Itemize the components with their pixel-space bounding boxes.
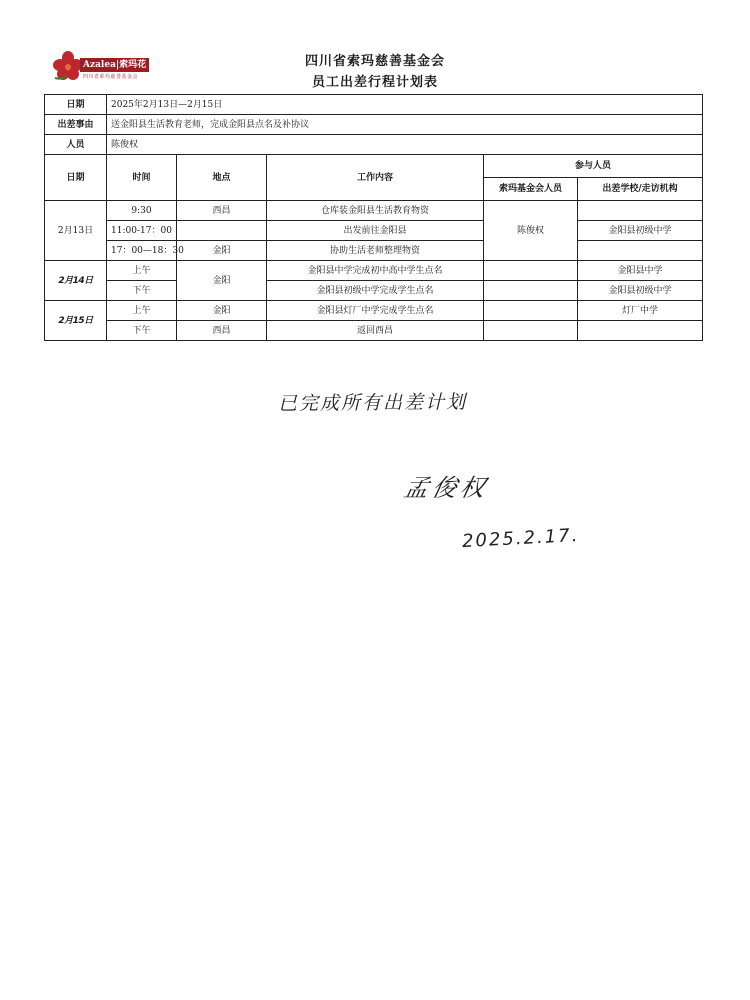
date-label: 日期 bbox=[45, 95, 107, 115]
staff-cell: 陈俊权 bbox=[484, 201, 578, 261]
staff-label: 人员 bbox=[45, 135, 107, 155]
school-cell bbox=[578, 241, 703, 261]
place-cell: 金阳 bbox=[177, 261, 267, 301]
time-cell: 上午 bbox=[107, 301, 177, 321]
place-cell: 金阳 bbox=[177, 301, 267, 321]
header-school: 出差学校/走访机构 bbox=[578, 178, 703, 201]
content-cell: 协助生活老师整理物资 bbox=[267, 241, 484, 261]
day2-date: 2月14日 bbox=[45, 261, 107, 301]
staff-cell bbox=[484, 261, 578, 281]
table-row bbox=[45, 221, 703, 241]
handwritten-note: 已完成所有出差计划 bbox=[277, 391, 468, 415]
day3-date: 2月15日 bbox=[45, 301, 107, 341]
table-row bbox=[45, 321, 703, 341]
reason-label: 出差事由 bbox=[45, 115, 107, 135]
handwritten-date: 2025.2.17. bbox=[461, 524, 580, 553]
content-cell: 返回西昌 bbox=[267, 321, 484, 341]
table-row bbox=[45, 281, 703, 301]
staff-cell bbox=[484, 281, 578, 301]
staff-cell bbox=[484, 321, 578, 341]
school-cell bbox=[578, 321, 703, 341]
place-cell: 金阳 bbox=[177, 241, 267, 261]
content-cell: 仓库装金阳县生活教育物资 bbox=[267, 201, 484, 221]
content-cell: 金阳县灯厂中学完成学生点名 bbox=[267, 301, 484, 321]
content-cell: 金阳县中学完成初中高中学生点名 bbox=[267, 261, 484, 281]
travel-plan-table bbox=[44, 94, 703, 341]
table-row bbox=[45, 115, 703, 135]
table-row bbox=[45, 95, 703, 115]
table-row bbox=[45, 301, 703, 321]
time-cell: 9:30 bbox=[107, 201, 177, 221]
header-date: 日期 bbox=[45, 155, 107, 201]
school-cell bbox=[578, 201, 703, 221]
school-cell: 金阳县初级中学 bbox=[578, 221, 703, 241]
place-cell bbox=[177, 221, 267, 241]
logo-wordmark: Azalea|索玛花 bbox=[80, 58, 149, 72]
day1-date: 2月13日 bbox=[45, 201, 107, 261]
table-row bbox=[45, 201, 703, 221]
content-cell: 出发前往金阳县 bbox=[267, 221, 484, 241]
time-cell: 上午 bbox=[107, 261, 177, 281]
school-cell: 金阳县初级中学 bbox=[578, 281, 703, 301]
document-title: 四川省索玛慈善基金会 bbox=[304, 54, 445, 69]
header-content: 工作内容 bbox=[267, 155, 484, 201]
place-cell: 西昌 bbox=[177, 321, 267, 341]
staff-value: 陈俊权 bbox=[107, 135, 703, 155]
header-participants: 参与人员 bbox=[484, 155, 703, 178]
header-foundation-staff: 索玛基金会人员 bbox=[484, 178, 578, 201]
handwritten-signature: 孟俊权 bbox=[401, 474, 492, 502]
staff-cell bbox=[484, 301, 578, 321]
reason-value: 送金阳县生活教育老师，完成金阳县点名及补协议 bbox=[107, 115, 703, 135]
place-cell: 西昌 bbox=[177, 201, 267, 221]
table-row bbox=[45, 241, 703, 261]
time-cell: 11:00-17：00 bbox=[107, 221, 177, 241]
document-subtitle: 员工出差行程计划表 bbox=[311, 75, 438, 90]
school-cell: 金阳县中学 bbox=[578, 261, 703, 281]
header-place: 地点 bbox=[177, 155, 267, 201]
logo-subtitle: 四川省索玛慈善基金会 bbox=[83, 74, 139, 80]
content-cell: 金阳县初级中学完成学生点名 bbox=[267, 281, 484, 301]
school-cell: 灯厂中学 bbox=[578, 301, 703, 321]
header-row bbox=[45, 155, 703, 178]
time-cell: 下午 bbox=[107, 281, 177, 301]
table-row bbox=[45, 261, 703, 281]
date-value: 2025年2月13日—2月15日 bbox=[107, 95, 703, 115]
header-time: 时间 bbox=[107, 155, 177, 201]
table-row bbox=[45, 135, 703, 155]
time-cell: 下午 bbox=[107, 321, 177, 341]
time-cell: 17：00—18：30 bbox=[107, 241, 177, 261]
